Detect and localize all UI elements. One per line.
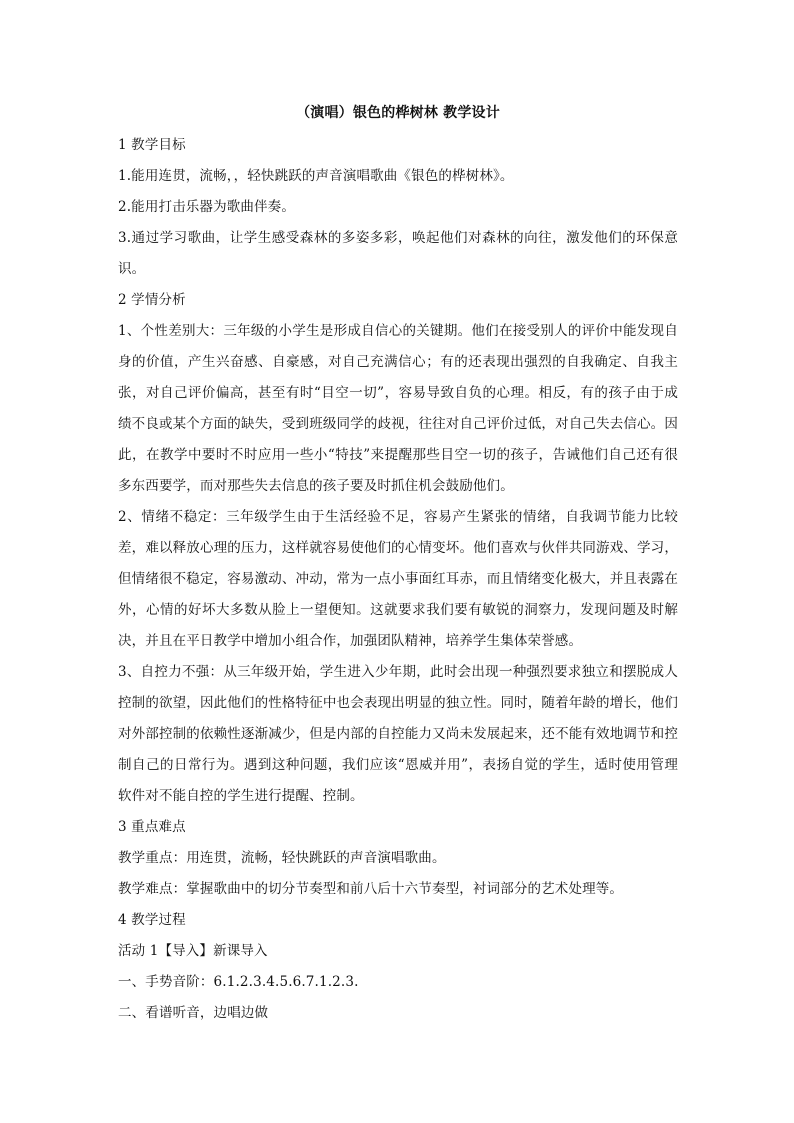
analysis-paragraph-1: 1、个性差别大：三年级的小学生是形成自信心的关键期。他们在接受别人的评价中能发现自身的价值，产生兴奋感、自豪感，对自己充满信心；有的还表现出强烈的自我确定、自我主张，对自己评价偏高，甚至有时“目空一切”，容易导致自负的心理。相反，有的孩子由于成绩不良或某个方面的缺失，受到班级同学的歧视，往往对自己评价过低，对自己失去信心。因此，在教学中要时不时应用一些小“特技”来提醒那些目空一切的孩子，告诫他们自己还有很多东西要学，而对那些失去信息的孩子要及时抓住机会鼓励他们。 — [118, 323, 678, 494]
goal-item-1: 1.能用连贯，流畅，，轻快跳跃的声音演唱歌曲《银色的桦树林》。 — [118, 168, 514, 184]
goal-item-3: 3.通过学习歌曲，让学生感受森林的多姿多彩，唤起他们对森林的向往，激发他们的环保意识。 — [118, 230, 678, 277]
document-body — [118, 130, 678, 1029]
section-heading-teaching-goals: 1 教学目标 — [118, 137, 186, 153]
goal-item-2: 2.能用打击乐器为歌曲伴奏。 — [118, 199, 295, 215]
process-step-1: 一、手势音阶：6.1.2.3.4.5.6.7.1.2.3. — [118, 974, 359, 990]
key-point-text: 教学重点：用连贯，流畅，轻快跳跃的声音演唱歌曲。 — [118, 850, 446, 866]
analysis-paragraph-3: 3、自控力不强：从三年级开始，学生进入少年期，此时会出现一种强烈要求独立和摆脱成人控制的欲望，因此他们的性格特征中也会表现出明显的独立性。同时，随着年龄的增长，他们对外部控制的依赖性逐渐减少，但是内部的自控能力又尚未发展起来，还不能有效地调节和控制自己的日常行为。遇到这种问题，我们应该“恩威并用”，表扬自觉的学生，适时使用管理软件对不能自控的学生进行提醒、控制。 — [118, 664, 678, 804]
section-heading-teaching-process: 4 教学过程 — [118, 912, 186, 928]
difficulty-text: 教学难点：掌握歌曲中的切分节奏型和前八后十六节奏型，衬词部分的艺术处理等。 — [118, 881, 624, 897]
document-title: （演唱）银色的桦树林 教学设计 — [296, 105, 500, 121]
activity-heading: 活动 1【导入】新课导入 — [118, 943, 268, 959]
section-heading-key-points: 3 重点难点 — [118, 819, 186, 835]
process-step-2: 二、看谱听音，边唱边做 — [118, 1005, 269, 1021]
analysis-paragraph-2: 2、情绪不稳定：三年级学生由于生活经验不足，容易产生紧张的情绪，自我调节能力比较差，难以释放心理的压力，这样就容易使他们的心情变坏。他们喜欢与伙伴共同游戏、学习，但情绪很不稳定，容易激动、冲动，常为一点小事面红耳赤，而且情绪变化极大，并且表露在外，心情的好坏大多数从脸上一望便知。这就要求我们要有敏锐的洞察力，发现问题及时解决，并且在平日教学中增加小组合作，加强团队精神，培养学生集体荣誉感。 — [118, 509, 678, 649]
section-heading-learner-analysis: 2 学情分析 — [118, 292, 186, 308]
